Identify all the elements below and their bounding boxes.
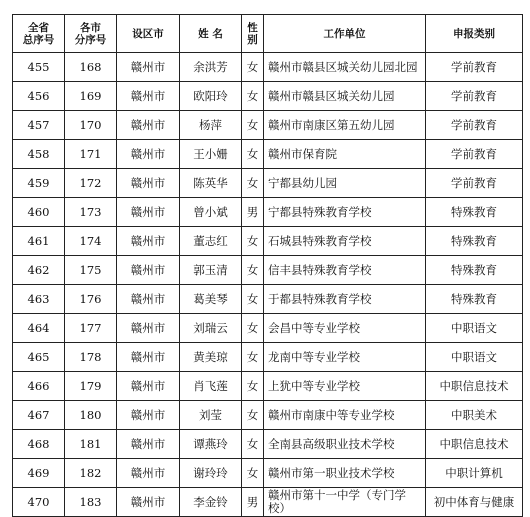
cell-city-seq: 182 — [65, 459, 117, 488]
table-row — [13, 256, 523, 285]
cell-total-seq: 457 — [13, 111, 65, 140]
cell-unit: 赣州市第十一中学（专门学校） — [264, 488, 426, 517]
cell-city-seq: 180 — [65, 401, 117, 430]
cell-category: 学前教育 — [426, 111, 523, 140]
cell-unit: 龙南中等专业学校 — [264, 343, 426, 372]
cell-unit: 全南县高级职业技术学校 — [264, 430, 426, 459]
cell-unit: 赣州市保育院 — [264, 140, 426, 169]
cell-name: 李金铃 — [180, 488, 242, 517]
cell-name: 葛美琴 — [180, 285, 242, 314]
cell-gender: 男 — [242, 488, 264, 517]
header-row — [13, 15, 523, 53]
cell-name: 刘瑞云 — [180, 314, 242, 343]
header-category: 申报类别 — [426, 15, 523, 53]
cell-city: 赣州市 — [117, 401, 180, 430]
table-row — [13, 459, 523, 488]
cell-city: 赣州市 — [117, 430, 180, 459]
cell-total-seq: 466 — [13, 372, 65, 401]
cell-total-seq: 463 — [13, 285, 65, 314]
cell-city-seq: 173 — [65, 198, 117, 227]
cell-unit: 赣州市南康区第五幼儿园 — [264, 111, 426, 140]
cell-gender: 女 — [242, 401, 264, 430]
cell-category: 学前教育 — [426, 169, 523, 198]
cell-unit: 赣州市第一职业技术学校 — [264, 459, 426, 488]
cell-name: 谢玲玲 — [180, 459, 242, 488]
cell-unit: 于都县特殊教育学校 — [264, 285, 426, 314]
cell-city: 赣州市 — [117, 488, 180, 517]
cell-gender: 女 — [242, 430, 264, 459]
cell-category: 学前教育 — [426, 82, 523, 111]
cell-name: 余洪芳 — [180, 53, 242, 82]
table-row — [13, 372, 523, 401]
cell-category: 学前教育 — [426, 53, 523, 82]
cell-total-seq: 460 — [13, 198, 65, 227]
table-row — [13, 488, 523, 517]
cell-category: 中职信息技术 — [426, 430, 523, 459]
cell-name: 谭燕玲 — [180, 430, 242, 459]
cell-unit: 会昌中等专业学校 — [264, 314, 426, 343]
cell-name: 王小姗 — [180, 140, 242, 169]
cell-gender: 女 — [242, 227, 264, 256]
cell-city-seq: 174 — [65, 227, 117, 256]
cell-unit: 石城县特殊教育学校 — [264, 227, 426, 256]
cell-total-seq: 470 — [13, 488, 65, 517]
cell-city: 赣州市 — [117, 198, 180, 227]
cell-city: 赣州市 — [117, 459, 180, 488]
cell-city: 赣州市 — [117, 169, 180, 198]
table-row — [13, 227, 523, 256]
cell-city-seq: 170 — [65, 111, 117, 140]
cell-city: 赣州市 — [117, 53, 180, 82]
header-total-seq — [13, 15, 65, 53]
table-row — [13, 198, 523, 227]
cell-city-seq: 172 — [65, 169, 117, 198]
cell-city: 赣州市 — [117, 285, 180, 314]
header-total-seq-line2: 总序号 — [22, 33, 55, 46]
cell-category: 中职语文 — [426, 314, 523, 343]
cell-gender: 女 — [242, 140, 264, 169]
cell-total-seq: 465 — [13, 343, 65, 372]
cell-total-seq: 458 — [13, 140, 65, 169]
cell-unit: 赣州市赣县区城关幼儿园北园 — [264, 53, 426, 82]
cell-total-seq: 455 — [13, 53, 65, 82]
cell-gender: 男 — [242, 198, 264, 227]
cell-category: 特殊教育 — [426, 198, 523, 227]
cell-city: 赣州市 — [117, 343, 180, 372]
header-city: 设区市 — [117, 15, 180, 53]
cell-gender: 女 — [242, 53, 264, 82]
cell-category: 特殊教育 — [426, 256, 523, 285]
cell-category: 中职美术 — [426, 401, 523, 430]
table-row — [13, 140, 523, 169]
cell-name: 陈英华 — [180, 169, 242, 198]
table-row — [13, 169, 523, 198]
table-row — [13, 111, 523, 140]
cell-category: 特殊教育 — [426, 285, 523, 314]
cell-city-seq: 169 — [65, 82, 117, 111]
cell-city: 赣州市 — [117, 256, 180, 285]
cell-unit: 上犹中等专业学校 — [264, 372, 426, 401]
cell-unit: 赣州市赣县区城关幼儿园 — [264, 82, 426, 111]
cell-gender: 女 — [242, 82, 264, 111]
cell-gender: 女 — [242, 459, 264, 488]
cell-city-seq: 171 — [65, 140, 117, 169]
cell-city-seq: 179 — [65, 372, 117, 401]
cell-category: 初中体育与健康 — [426, 488, 523, 517]
cell-city: 赣州市 — [117, 314, 180, 343]
table-row — [13, 285, 523, 314]
header-city-seq-line1: 各市 — [80, 21, 101, 34]
cell-total-seq: 459 — [13, 169, 65, 198]
cell-total-seq: 467 — [13, 401, 65, 430]
table-row — [13, 430, 523, 459]
cell-gender: 女 — [242, 256, 264, 285]
cell-category: 学前教育 — [426, 140, 523, 169]
header-unit: 工作单位 — [264, 15, 426, 53]
header-city-seq — [65, 15, 117, 53]
cell-gender: 女 — [242, 285, 264, 314]
cell-name: 黄美琼 — [180, 343, 242, 372]
cell-city-seq: 177 — [65, 314, 117, 343]
cell-name: 欧阳玲 — [180, 82, 242, 111]
header-name: 姓 名 — [180, 15, 242, 53]
cell-city-seq: 168 — [65, 53, 117, 82]
header-city-seq-line2: 分序号 — [74, 33, 107, 46]
cell-name: 郭玉清 — [180, 256, 242, 285]
table-row — [13, 53, 523, 82]
cell-category: 特殊教育 — [426, 227, 523, 256]
cell-city: 赣州市 — [117, 227, 180, 256]
cell-city-seq: 175 — [65, 256, 117, 285]
cell-unit: 宁都县幼儿园 — [264, 169, 426, 198]
cell-gender: 女 — [242, 314, 264, 343]
header-gender-line1: 性 — [247, 21, 258, 34]
header-gender-line2: 别 — [247, 33, 258, 46]
cell-total-seq: 464 — [13, 314, 65, 343]
cell-gender: 女 — [242, 343, 264, 372]
header-total-seq-line1: 全省 — [28, 21, 49, 34]
cell-gender: 女 — [242, 372, 264, 401]
cell-city: 赣州市 — [117, 111, 180, 140]
cell-city-seq: 176 — [65, 285, 117, 314]
cell-name: 肖飞莲 — [180, 372, 242, 401]
cell-name: 曾小斌 — [180, 198, 242, 227]
table-row — [13, 401, 523, 430]
cell-total-seq: 468 — [13, 430, 65, 459]
cell-category: 中职计算机 — [426, 459, 523, 488]
roster-table — [12, 14, 523, 517]
table-row — [13, 343, 523, 372]
cell-name: 董志红 — [180, 227, 242, 256]
cell-total-seq: 456 — [13, 82, 65, 111]
cell-total-seq: 462 — [13, 256, 65, 285]
cell-unit: 宁都县特殊教育学校 — [264, 198, 426, 227]
table-row — [13, 314, 523, 343]
cell-category: 中职语文 — [426, 343, 523, 372]
cell-city-seq: 183 — [65, 488, 117, 517]
cell-name: 刘莹 — [180, 401, 242, 430]
cell-city-seq: 181 — [65, 430, 117, 459]
cell-city: 赣州市 — [117, 140, 180, 169]
cell-gender: 女 — [242, 169, 264, 198]
cell-city: 赣州市 — [117, 82, 180, 111]
cell-total-seq: 461 — [13, 227, 65, 256]
cell-category: 中职信息技术 — [426, 372, 523, 401]
cell-name: 杨萍 — [180, 111, 242, 140]
cell-city: 赣州市 — [117, 372, 180, 401]
cell-gender: 女 — [242, 111, 264, 140]
cell-city-seq: 178 — [65, 343, 117, 372]
table-row — [13, 82, 523, 111]
header-gender — [242, 15, 264, 53]
cell-total-seq: 469 — [13, 459, 65, 488]
cell-unit: 赣州市南康中等专业学校 — [264, 401, 426, 430]
cell-unit: 信丰县特殊教育学校 — [264, 256, 426, 285]
